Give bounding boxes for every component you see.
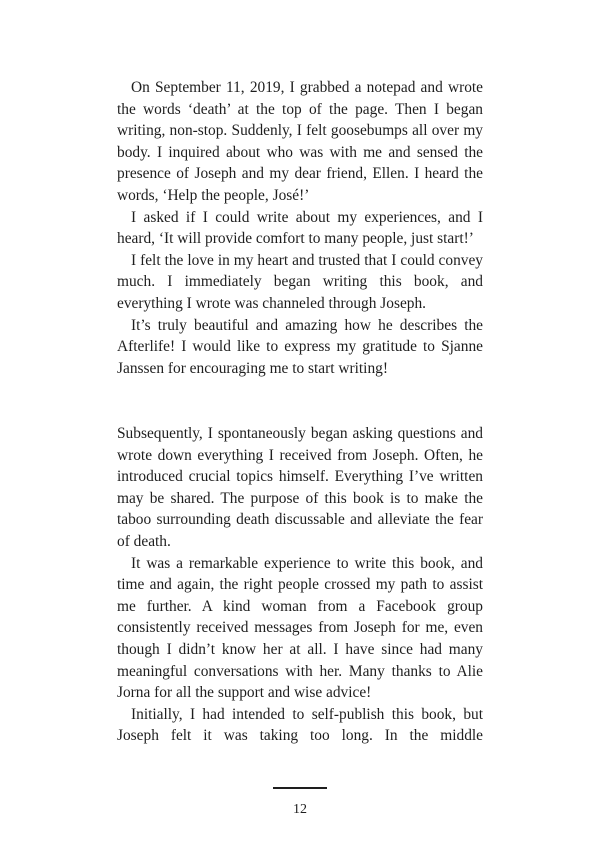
paragraph: I asked if I could write about my experiences, and I heard, ‘It will provide comfort to many people, just start!’	[117, 208, 483, 248]
footer-divider	[273, 787, 327, 789]
text-section-1	[117, 77, 483, 379]
paragraph: It was a remarkable experience to write this book, and time and again, the right people crossed my path to assist me further. A kind woman from a Facebook group consistently received messages from Joseph for me, even though I didn’t know her at all. I have since had many meaningful conversations with her. Many thanks to Alie Jorna for all the support and wise advice!	[117, 554, 483, 702]
paragraph: On September 11, 2019, I grabbed a notepad and wrote the words ‘death’ at the top of the page. Then I began writing, non-stop. Suddenly, I felt goosebumps all over my body. I inquired about who was with me and sensed the presence of Joseph and my dear friend, Ellen. I heard the words, ‘Help the people, José!’	[117, 79, 483, 204]
paragraph: It’s truly beautiful and amazing how he describes the Afterlife! I would like to express my gratitude to Sjanne Janssen for encouraging me to start writing!	[117, 316, 483, 377]
paragraph: Initially, I had intended to self-publish this book, but Joseph felt it was taking too long. In the middle	[117, 705, 483, 745]
page-number: 12	[293, 802, 307, 817]
paragraph: Subsequently, I spontaneously began asking questions and wrote down everything I received from Joseph. Often, he introduced crucial topics himself. Everything I’ve written may be shared. The purpose of this book is to make the taboo surrounding death discussable and alleviate the fear of death.	[117, 425, 483, 550]
text-section-2	[117, 423, 483, 747]
paragraph: I felt the love in my heart and trusted that I could convey much. I immediately began writing this book, and everything I wrote was channeled through Joseph.	[117, 251, 483, 312]
